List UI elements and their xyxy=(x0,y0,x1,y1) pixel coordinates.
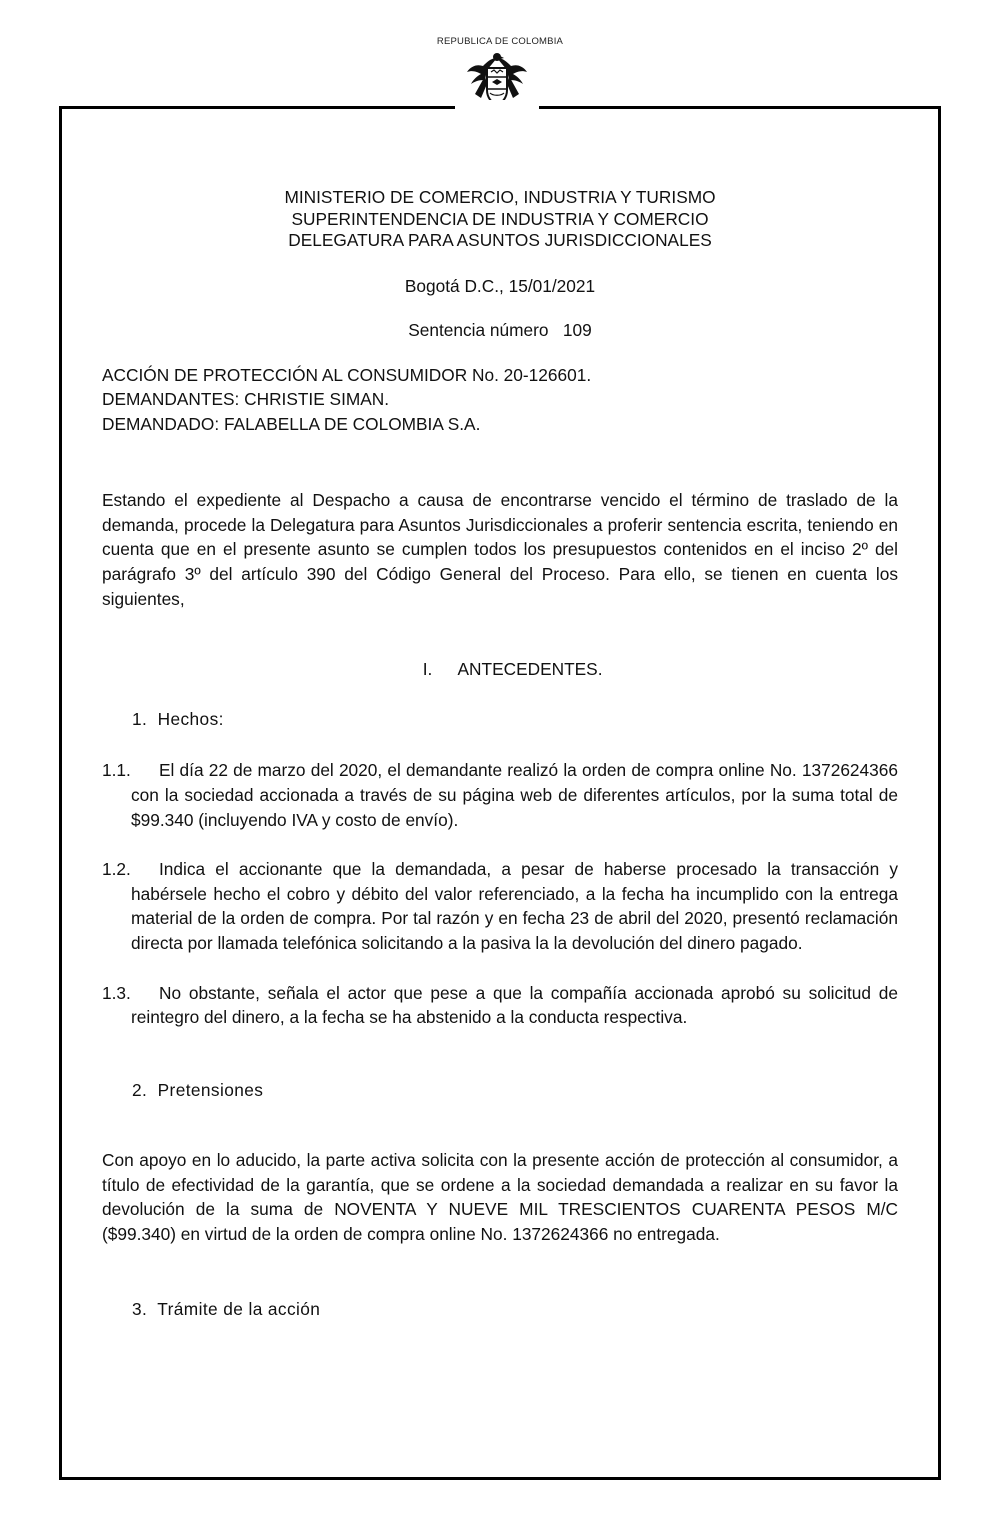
border-gap xyxy=(455,100,539,114)
ministry-line: MINISTERIO DE COMERCIO, INDUSTRIA Y TURISMO xyxy=(284,187,716,207)
section-title: ANTECEDENTES. xyxy=(457,659,603,680)
fact-item xyxy=(102,758,898,832)
fact-text: Indica el accionante que la demandada, a pesar de haberse procesado la transacción y habérsele hecho el cobro y débito del valor referenciado, a la fecha ha incumplido con la entrega material de la orden de compra. Por tal razón y en fecha 23 de abril del 2020, presentó reclamación directa por llamada telefónica solicitando a la pasiva la la devolución del dinero pagado. xyxy=(131,859,898,953)
plaintiffs: DEMANDANTES: CHRISTIE SIMAN. xyxy=(102,389,390,410)
document-body xyxy=(102,187,898,1321)
delegation-line: DELEGATURA PARA ASUNTOS JURISDICCIONALES xyxy=(288,230,712,250)
sentence-number: Sentencia número 109 xyxy=(408,320,592,341)
subheading-facts: 1. Hechos: xyxy=(132,708,224,729)
superintendency-line: SUPERINTENDENCIA DE INDUSTRIA Y COMERCIO xyxy=(291,208,709,229)
institution-header xyxy=(102,187,898,252)
fact-label: 1.3. xyxy=(102,982,131,1003)
fact-label: 1.1. xyxy=(102,760,131,781)
fact-text: El día 22 de marzo del 2020, el demandante realizó la orden de compra online No. 1372624366 con la sociedad accionada a través de su página web de diferentes artículos, por la suma total de $99.340 (incluyendo IVA y costo de envío). xyxy=(131,760,898,830)
action-number: ACCIÓN DE PROTECCIÓN AL CONSUMIDOR No. 20-126601. xyxy=(102,364,592,385)
claims-paragraph: Con apoyo en lo aducido, la parte activa solicita con la presente acción de protección al consumidor, a título de efectividad de la garantía, que se ordene a la sociedad demandada a realizar en su favor la devolución de la suma de NOVENTA Y NUEVE MIL TRESCIENTOS CUARENTA PESOS M/C ($99.340) en virtud de la orden de compra online No. 1372624366 no entregada. xyxy=(102,1150,898,1245)
fact-item xyxy=(102,857,898,955)
document-date: Bogotá D.C., 15/01/2021 xyxy=(404,275,596,296)
section-heading xyxy=(102,657,898,682)
subheading-claims: 2. Pretensiones xyxy=(132,1079,264,1100)
fact-item xyxy=(102,981,898,1030)
subheading-procedure: 3. Trámite de la acción xyxy=(132,1298,321,1319)
fact-text: No obstante, señala el actor que pese a que la compañía accionada aprobó su solicitud de reintegro del dinero, a la fecha se ha abstenido a la conducta respectiva. xyxy=(131,982,898,1028)
case-info xyxy=(102,363,898,437)
country-label: REPUBLICA DE COLOMBIA xyxy=(436,36,564,47)
section-number: I. xyxy=(422,659,433,680)
fact-label: 1.2. xyxy=(102,859,131,880)
intro-paragraph: Estando el expediente al Despacho a causa de encontrarse vencido el término de traslado de la demanda, procede la Delegatura para Asuntos Jurisdiccionales a proferir sentencia escrita, teniendo en cuenta que en el presente asunto se cumplen todos los presupuestos contenidos en el inciso 2º del parágrafo 3º del artículo 390 del Código General del Proceso. Para ello, se tienen en cuenta los siguientes, xyxy=(102,490,898,609)
defendant: DEMANDADO: FALABELLA DE COLOMBIA S.A. xyxy=(102,413,481,434)
